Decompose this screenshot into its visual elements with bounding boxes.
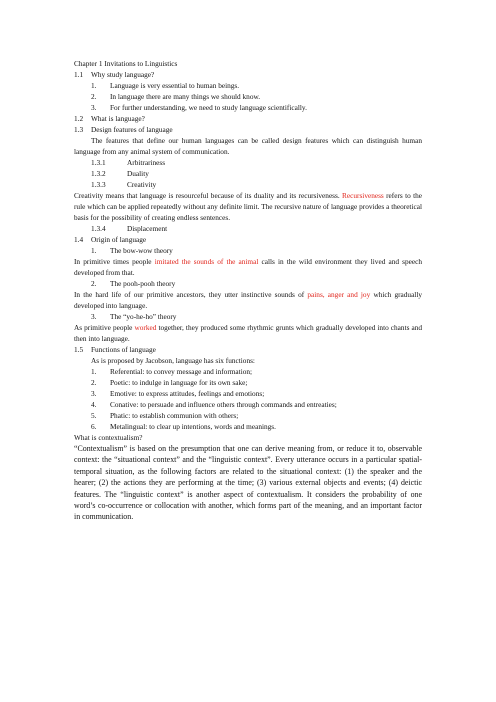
section-number: 1.2 [74, 114, 84, 123]
list-marker: 1. [91, 246, 97, 255]
paragraph-text: calls in the wild environment they lived and speech developed from that. [74, 257, 423, 277]
paragraph-text: In the hard life of our primitive ancestors, they utter instinctive sounds of [74, 290, 305, 299]
list-item-text: Metalingual: to clear up intentions, words and meanings. [110, 422, 276, 431]
list-item [74, 80, 422, 91]
theory-heading [74, 311, 422, 322]
paragraph-text: In primitive times people [74, 257, 152, 266]
subsection-number: 1.3.1 [91, 158, 106, 167]
section-title: What is language? [91, 114, 145, 123]
paragraph-text: refers to the rule which can be applied repeatedly without any definite limit. The recursive nature of language provides a theoretical basis for the possibility of creating endless sentences. [74, 191, 422, 222]
subsection-title: Duality [127, 169, 149, 178]
theory-paragraph [74, 289, 422, 311]
list-marker: 3. [91, 312, 97, 321]
contextualism-question: What is contextualism? [74, 433, 143, 442]
subsection-title: Arbitrariness [127, 158, 166, 167]
subsection-title: Displacement [127, 224, 168, 233]
list-item-text: In language there are many things we should know. [110, 92, 261, 101]
section-1-1-heading [74, 69, 422, 80]
subsection-heading [74, 179, 422, 190]
list-item [74, 399, 422, 410]
theory-title: The pooh-pooh theory [110, 279, 176, 288]
paragraph-text: which gradually developed into language. [74, 290, 423, 310]
list-marker: 3. [91, 389, 97, 398]
theory-paragraph [74, 256, 422, 278]
contextualism-answer: “Contextualism” is based on the presumption that one can derive meaning from, or reduce it to, observable context: the “situational context” and the “linguistic context”. Every utterance occurs in a particular spatial-temporal situation, as the following factors are related to the situational context: (1) the speaker and the hearer; (2) the actions they are performing at the time; (3) various external objects and events; (4) deictic features. The “linguistic context” is another aspect of contextualism. It considers the probability of one word’s co-occurrence or collocation with another, which forms part of the meaning, and an important factor in communication. [74, 444, 422, 522]
highlighted-phrase: imitated the sounds of the animal [154, 257, 259, 266]
section-1-4-heading [74, 234, 422, 245]
list-item [74, 377, 422, 388]
functions-intro: As is proposed by Jacobson, language has six functions: [91, 356, 255, 365]
list-item [74, 410, 422, 421]
paragraph-text: As primitive people [74, 323, 133, 332]
subsection-heading [74, 168, 422, 179]
list-item [74, 366, 422, 377]
subsection-title: Creativity [127, 180, 157, 189]
theory-heading [74, 278, 422, 289]
section-title: Design features of language [91, 125, 173, 134]
theory-title: The “yo-he-ho” theory [110, 312, 177, 321]
list-item [74, 102, 422, 113]
section-1-3-heading [74, 124, 422, 135]
subsection-heading [74, 223, 422, 234]
list-marker: 6. [91, 422, 97, 431]
list-item-text: Poetic: to indulge in language for its own sake; [110, 378, 248, 387]
list-marker: 3. [91, 103, 97, 112]
list-item-text: Emotive: to express attitudes, feelings and emotions; [110, 389, 265, 398]
creativity-paragraph [74, 190, 422, 223]
list-marker: 2. [91, 92, 97, 101]
list-marker: 5. [91, 411, 97, 420]
section-title: Why study language? [91, 70, 155, 79]
subsection-number: 1.3.4 [91, 224, 106, 233]
theory-paragraph [74, 322, 422, 344]
list-marker: 2. [91, 378, 97, 387]
section-1-2-heading [74, 113, 422, 124]
subsection-heading [74, 157, 422, 168]
list-item-text: Language is very essential to human beings. [110, 81, 240, 90]
list-item-text: Conative: to persuade and influence others through commands and entreaties; [110, 400, 337, 409]
subsection-number: 1.3.3 [91, 180, 106, 189]
list-item-text: For further understanding, we need to study language scientifically. [110, 103, 307, 112]
paragraph-text: together, they produced some rhythmic grunts which gradually developed into chants and then into language. [74, 323, 423, 343]
highlighted-term: Recursiveness [342, 191, 384, 200]
theory-title: The bow-wow theory [110, 246, 173, 255]
section-number: 1.5 [74, 345, 84, 354]
highlighted-phrase: pains, anger and joy [307, 290, 371, 299]
paragraph-text: Creativity means that language is resourceful because of its duality and its recursiveness. [74, 191, 340, 200]
list-marker: 2. [91, 279, 97, 288]
list-item [74, 421, 422, 432]
list-item [74, 388, 422, 399]
list-item-text: Referential: to convey message and information; [110, 367, 253, 376]
section-number: 1.1 [74, 70, 84, 79]
chapter-title: Chapter 1 Invitations to Linguistics [74, 59, 178, 68]
section-title: Functions of language [91, 345, 156, 354]
highlighted-word: worked [134, 323, 157, 332]
section-title: Origin of language [91, 235, 147, 244]
design-features-paragraph [74, 135, 422, 157]
section-number: 1.3 [74, 125, 84, 134]
subsection-number: 1.3.2 [91, 169, 106, 178]
list-marker: 4. [91, 400, 97, 409]
document-body [74, 58, 422, 523]
section-number: 1.4 [74, 235, 84, 244]
list-item [74, 91, 422, 102]
list-marker: 1. [91, 367, 97, 376]
theory-heading [74, 245, 422, 256]
section-1-5-heading [74, 344, 422, 355]
list-item-text: Phatic: to establish communion with others; [110, 411, 239, 420]
list-marker: 1. [91, 81, 97, 90]
paragraph-text: The features that define our human languages can be called design features which can distinguish human language from any animal system of communication. [74, 136, 422, 156]
